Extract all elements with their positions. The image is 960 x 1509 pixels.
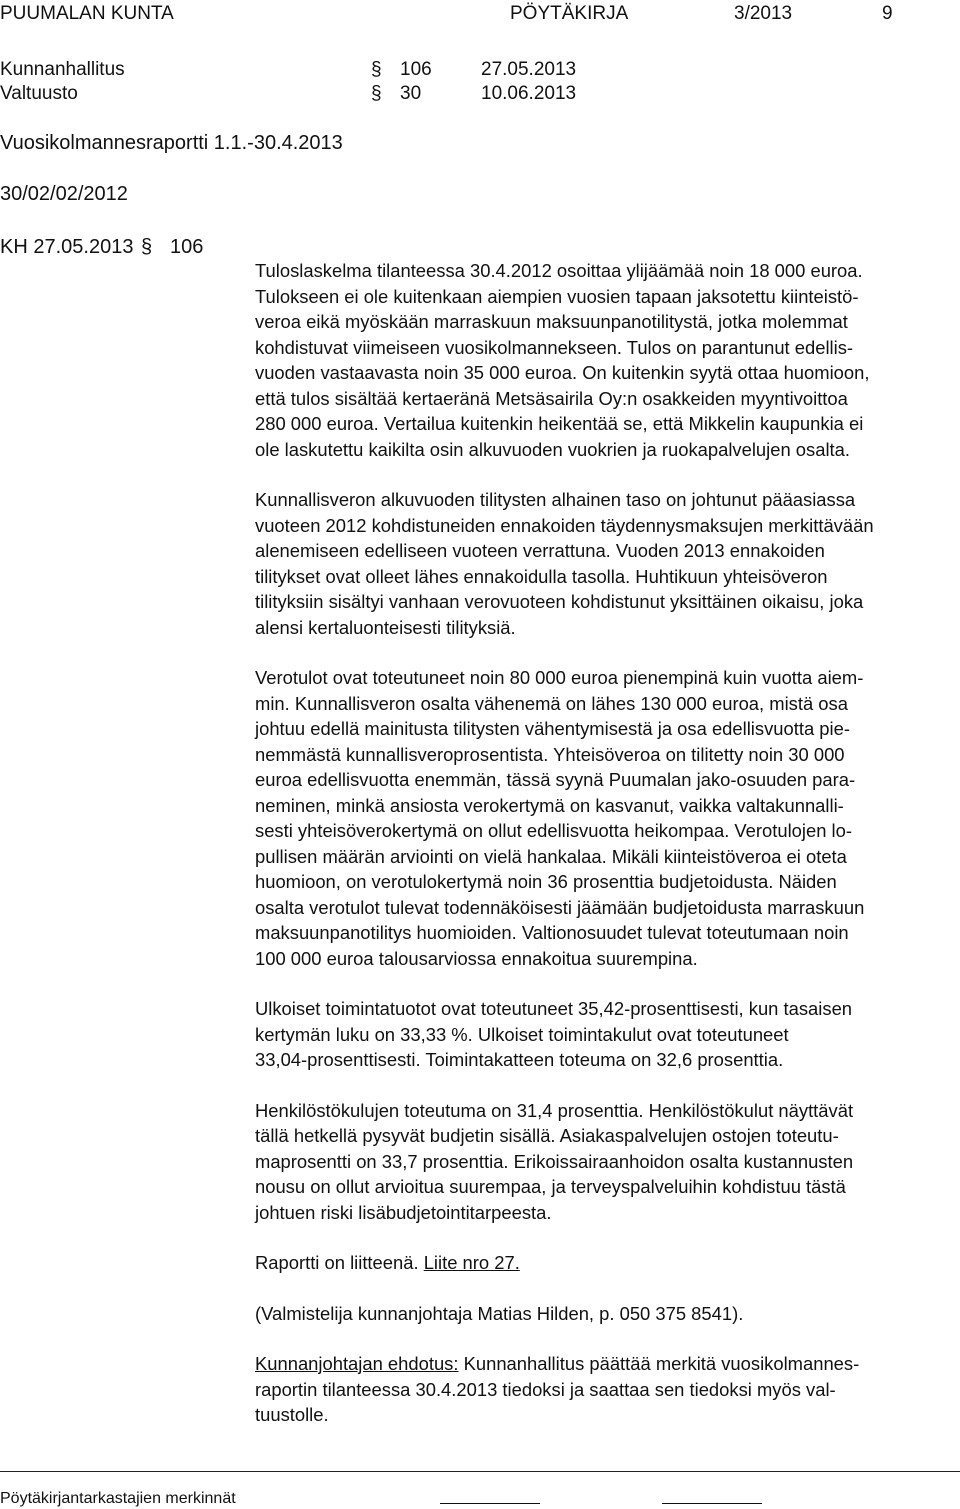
paragraph-line: tilityksiin sisältyi vanhaan verovuoteen kohdistunut yksittäinen oikaisu, joka (255, 591, 864, 612)
proposal-line: tuustolle. (255, 1404, 329, 1425)
paragraph-line: euroa edellisvuotta enemmän, tässä syynä Puumalan jako-osuuden para- (255, 769, 856, 790)
paragraph-line: vuoden vastaavasta noin 35 000 euroa. On kuitenkin syytä ottaa huomioon, (255, 362, 870, 383)
paragraph-line: maksuunpanotilitys huomioiden. Valtionosuudet tulevat toteutumaan noin (255, 922, 849, 943)
proposal-paragraph (255, 1351, 955, 1428)
document-type: PÖYTÄKIRJA (510, 3, 629, 24)
proposal-text: Kunnanhallitus päättää merkitä vuosikolmannes- (458, 1353, 860, 1374)
paragraph-line: 100 000 euroa talousarviossa ennakoitua suurempina. (255, 947, 698, 969)
paragraph-line: kohdistuvat viimeiseen vuosikolmannekseen. Tulos on parantunut edellis- (255, 336, 854, 358)
paragraph-line: ole laskutettu kaikilta osin alkuvuoden vuokrien ja ruokapalvelujen osalta. (255, 438, 850, 460)
proposal-line (255, 1351, 955, 1377)
paragraph-line: 280 000 euroa. Vertailua kuitenkin heikentää se, että Mikkelin kaupunkia ei (255, 413, 864, 434)
reference-section: 106 (170, 236, 204, 258)
proposal-label: Kunnanjohtajan ehdotus: (255, 1353, 459, 1374)
paragraph-line: tällä hetkellä pysyvät budjetin sisällä. Asiakaspalvelujen ostojen toteutu- (255, 1125, 839, 1146)
proposal-line: raportin tilanteessa 30.4.2013 tiedoksi ja saattaa sen tiedoksi myös val- (255, 1378, 836, 1400)
attachment-text: Raportti on liitteenä. (255, 1252, 419, 1273)
paragraph-line: alensi kertaluonteisesti tilityksiä. (255, 616, 516, 638)
paragraph-line: johtuen riski lisäbudjetointitarpeesta. (255, 1201, 552, 1223)
attachment-paragraph (255, 1250, 955, 1276)
paragraph-line: Henkilöstökulujen toteutuma on 31,4 prosenttia. Henkilöstökulut näyttävät (255, 1099, 854, 1121)
paragraph-line: huomioon, on verotulokertymä noin 36 prosenttia budjetoidusta. Näiden (255, 871, 837, 892)
body-text (255, 258, 955, 1453)
meeting-date: 10.06.2013 (481, 83, 577, 104)
meeting-body: Kunnanhallitus (0, 59, 125, 80)
paragraph-line: tilitykset ovat olleet lähes ennakoidulla tasolla. Huhtikuun yhteisöveron (255, 565, 828, 587)
paragraph-line: että tulos sisältää kertaeränä Metsäsairila Oy:n osakkeiden myyntivoittoa (255, 387, 848, 409)
paragraph-line: Verotulot ovat toteutuneet noin 80 000 euroa pienempinä kuin vuotta aiem- (255, 667, 864, 688)
paragraph-line: min. Kunnallisveron osalta vähenemä on lähes 130 000 euroa, mistä osa (255, 692, 848, 714)
signature-line[interactable] (440, 1503, 540, 1504)
record-id: 30/02/02/2012 (0, 183, 128, 205)
paragraph-line: kertymän luku on 33,33 %. Ulkoiset toimintakulut ovat toteutuneet (255, 1023, 789, 1045)
footer-label: Pöytäkirjantarkastajien merkinnät (0, 1490, 236, 1507)
document-title: Vuosikolmannesraportti 1.1.-30.4.2013 (0, 132, 343, 154)
paragraph-line: nemmästä kunnallisveroprosentista. Yhteisöveroa on tilitetty noin 30 000 (255, 743, 845, 765)
section-mark-icon: § (371, 59, 382, 80)
paragraph-line: Tuloslaskelma tilanteessa 30.4.2012 osoittaa ylijäämää noin 18 000 euroa. (255, 260, 863, 281)
reference-label: KH 27.05.2013 (0, 236, 134, 258)
paragraph (255, 487, 955, 640)
section-mark-icon: § (141, 236, 153, 258)
paragraph-line: 33,04-prosenttisesti. Toimintakatteen toteuma on 32,6 prosenttia. (255, 1049, 784, 1070)
paragraph-line: nousu on ollut arvioitua suurempaa, ja terveyspalveluihin kohdistuu tästä (255, 1176, 846, 1197)
signature-line[interactable] (662, 1503, 762, 1504)
paragraph-line: osalta verotulot tulevat todennäköisesti jäämään budjetoidusta marraskuun (255, 896, 865, 918)
paragraph-line: maprosentti on 33,7 prosenttia. Erikoissairaanhoidon osalta kustannusten (255, 1150, 854, 1172)
paragraph-line: vuoteen 2012 kohdistuneiden ennakoiden täydennysmaksujen merkittävään (255, 514, 874, 536)
paragraph-line: Kunnallisveron alkuvuoden tilitysten alhainen taso on johtunut pääasiassa (255, 489, 856, 510)
paragraph-line: Ulkoiset toimintatuotot ovat toteutuneet 35,42-prosenttisesti, kun tasaisen (255, 998, 853, 1019)
preparer-paragraph (255, 1301, 955, 1327)
section-mark-icon: § (371, 83, 382, 104)
paragraph-line: alenemiseen edelliseen vuoteen verrattuna. Vuoden 2013 ennakoiden (255, 540, 825, 561)
paragraph-line: veroa eikä myöskään marraskuun maksuunpanotilitystä, jotka molemmat (255, 311, 848, 332)
paragraph-line: neminen, minkä ansiosta verokertymä on kasvanut, vaikka valtakunnalli- (255, 794, 844, 816)
paragraph-line: sesti yhteisöverokertymä on ollut edellisvuotta heikompaa. Verotulojen lo- (255, 820, 852, 841)
paragraph (255, 1098, 955, 1226)
paragraph (255, 258, 955, 462)
municipality-name: PUUMALAN KUNTA (0, 3, 174, 24)
section-number: 30 (400, 83, 422, 104)
footer-divider (0, 1471, 960, 1472)
paragraph (255, 996, 955, 1073)
document-number: 3/2013 (734, 3, 793, 24)
paragraph-line: Tulokseen ei ole kuitenkaan aiempien vuosien tapaan jaksotettu kiinteistö- (255, 285, 859, 307)
meeting-date: 27.05.2013 (481, 59, 577, 80)
meeting-body: Valtuusto (0, 83, 78, 104)
page-number: 9 (882, 3, 893, 24)
preparer-text: (Valmistelija kunnanjohtaja Matias Hilden, p. 050 375 8541). (255, 1302, 744, 1324)
paragraph (255, 665, 955, 971)
paragraph-line: pullisen määrän arviointi on vielä hankalaa. Mikäli kiinteistöveroa ei oteta (255, 845, 847, 867)
paragraph-line: johtuu edellä mainitusta tilitysten vähentymisestä ja osa edellisvuotta pie- (255, 718, 850, 739)
section-number: 106 (400, 59, 432, 80)
attachment-link[interactable]: Liite nro 27. (423, 1252, 520, 1273)
